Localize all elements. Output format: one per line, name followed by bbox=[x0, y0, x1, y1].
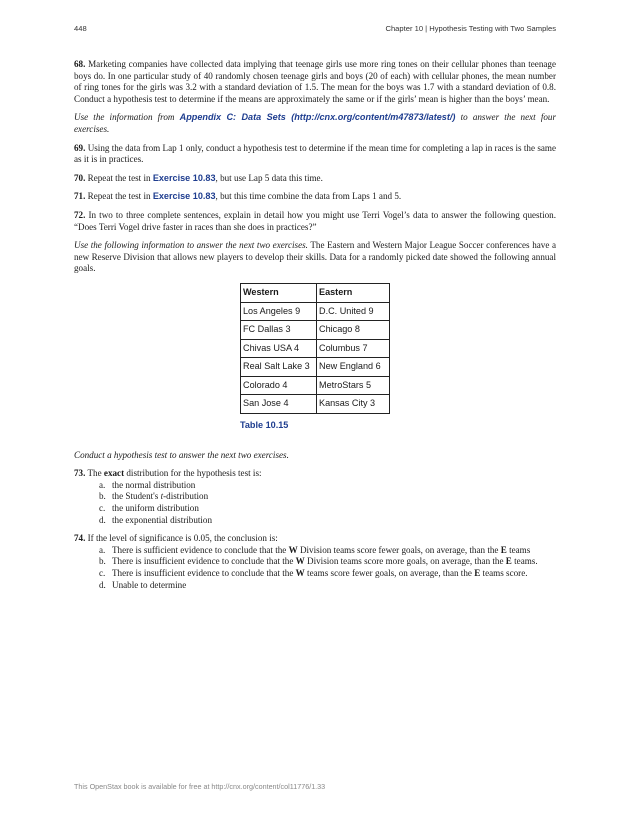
option-text: There is insufficient evidence to conclude that the bbox=[112, 568, 296, 578]
option-text: teams score fewer goals, on average, than the bbox=[304, 568, 475, 578]
table-row bbox=[241, 376, 390, 395]
table-cell: Colorado 4 bbox=[241, 376, 317, 395]
list-item bbox=[74, 503, 556, 515]
goals-table-wrapper bbox=[240, 283, 390, 432]
page-content bbox=[74, 59, 556, 598]
option-letter: b. bbox=[99, 491, 106, 502]
option-text: Division teams score more goals, on average, than the bbox=[304, 556, 506, 567]
option-text: There is insufficient evidence to conclude that the bbox=[112, 556, 296, 567]
table-cell: San Jose 4 bbox=[241, 395, 317, 414]
list-item bbox=[74, 556, 556, 568]
option-text: the normal distribution bbox=[112, 479, 196, 490]
exercise-72 bbox=[74, 210, 556, 233]
table-cell: Kansas City 3 bbox=[317, 395, 390, 414]
option-bold: W bbox=[295, 556, 305, 567]
exercise-74 bbox=[74, 533, 556, 545]
option-text: the exponential distribution bbox=[112, 514, 213, 525]
list-item bbox=[74, 568, 556, 580]
table-caption: Table 10.15 bbox=[240, 420, 289, 431]
option-letter: c. bbox=[99, 503, 106, 514]
page-number: 448 bbox=[74, 24, 87, 33]
exercise-text: If the level of significance is 0.05, the conclusion is: bbox=[87, 533, 278, 544]
exercise-69 bbox=[74, 143, 556, 166]
option-bold: E bbox=[500, 544, 507, 555]
exercise-link[interactable]: Exercise 10.83 bbox=[152, 172, 216, 183]
exercise-number: 68. bbox=[74, 59, 86, 69]
option-bold: W bbox=[288, 544, 298, 555]
exercise-73 bbox=[74, 468, 556, 480]
exercise-number: 73. bbox=[74, 468, 86, 479]
exercise-number: 69. bbox=[74, 142, 86, 153]
instruction-soccer bbox=[74, 240, 556, 275]
exercise-text: In two to three complete sentences, explain in detail how you might use Terri Vogel’s data to answer the following question. “Does Terri Vogel drive faster in races than she does in practices?” bbox=[74, 209, 556, 232]
appendix-link[interactable]: Appendix C: Data Sets (http://cnx.org/content/m47873/latest/) bbox=[179, 112, 456, 123]
option-bold: E bbox=[505, 556, 512, 567]
exercise-number: 72. bbox=[74, 209, 86, 220]
list-item bbox=[74, 515, 556, 527]
exercise-71 bbox=[74, 191, 556, 203]
option-text: teams bbox=[506, 544, 531, 555]
exercise-text: The bbox=[87, 468, 104, 479]
exercise-text: Marketing companies have collected data implying that teenage girls use more ring tones on their cellular phones than teenage boys do. In one particular study of 40 randomly chosen teenage girls and boys (20 of each) with cellular phones, the mean number of ring tones for the girls was 3.2 with a standard deviation of 1.5. The mean for the boys was 1.7 with a standard deviation of 0.8. Conduct a hypothesis test to determine if the means are approximately the same or if the girls’ mean is higher than the boys’ mean. bbox=[74, 59, 556, 104]
goals-table bbox=[240, 283, 390, 414]
exercise-text: Using the data from Lap 1 only, conduct a hypothesis test to determine if the mean time for completing a lap in races is the same as it is in practices. bbox=[74, 142, 556, 165]
option-text: teams score. bbox=[480, 568, 528, 578]
instruction-italic: Use the following information to answer the next two exercises. bbox=[74, 240, 308, 251]
table-cell: Columbus 7 bbox=[317, 339, 390, 358]
option-text: Unable to determine bbox=[112, 579, 187, 590]
exercise-number: 70. bbox=[74, 172, 86, 183]
instruction-hypothesis: Conduct a hypothesis test to answer the next two exercises. bbox=[74, 449, 289, 460]
option-letter: d. bbox=[99, 514, 106, 525]
exercise-73-options bbox=[74, 480, 556, 526]
option-text: the Student's bbox=[112, 491, 161, 502]
table-cell: MetroStars 5 bbox=[317, 376, 390, 395]
list-item bbox=[74, 491, 556, 503]
exercise-text: , but use Lap 5 data this time. bbox=[215, 172, 323, 183]
table-row bbox=[241, 339, 390, 358]
instruction-four-exercises bbox=[74, 112, 556, 135]
exercise-70 bbox=[74, 173, 556, 185]
exercise-link[interactable]: Exercise 10.83 bbox=[152, 191, 216, 202]
exercise-68 bbox=[74, 59, 556, 105]
option-letter: a. bbox=[99, 479, 106, 490]
exercise-text: Repeat the test in bbox=[87, 172, 153, 183]
instruction-text: to answer the next four exercises. bbox=[74, 112, 556, 134]
table-row bbox=[241, 395, 390, 414]
table-row bbox=[241, 302, 390, 321]
option-letter: c. bbox=[99, 568, 106, 578]
option-bold: E bbox=[474, 568, 481, 578]
list-item bbox=[74, 480, 556, 492]
instruction-text: The Eastern and Western Major League Soccer conferences have a new Reserve Division that allows new players to develop their skills. Data for a randomly picked date showed the following annual goals. bbox=[74, 240, 556, 274]
table-cell: Real Salt Lake 3 bbox=[241, 358, 317, 377]
option-text: teams. bbox=[511, 556, 538, 567]
exercise-text: , but this time combine the data from Laps 1 and 5. bbox=[215, 191, 402, 202]
table-cell: Chivas USA 4 bbox=[241, 339, 317, 358]
list-item bbox=[74, 545, 556, 557]
table-row bbox=[241, 358, 390, 377]
table-cell: Chicago 8 bbox=[317, 321, 390, 340]
list-item bbox=[74, 580, 556, 592]
page-footer: This OpenStax book is available for free at http://cnx.org/content/col11776/1.33 bbox=[74, 782, 326, 791]
exercise-number: 74. bbox=[74, 533, 86, 544]
page-header bbox=[74, 24, 556, 36]
exercise-number: 71. bbox=[74, 191, 86, 202]
option-text: the uniform distribution bbox=[112, 503, 199, 514]
exercise-text: Repeat the test in bbox=[87, 191, 153, 202]
option-text: Division teams score fewer goals, on average, than the bbox=[297, 544, 501, 555]
table-header-row bbox=[241, 283, 390, 302]
table-cell: New England 6 bbox=[317, 358, 390, 377]
table-row bbox=[241, 321, 390, 340]
exercise-74-options bbox=[74, 545, 556, 591]
option-italic: t bbox=[160, 491, 164, 502]
table-cell: Los Angeles 9 bbox=[241, 302, 317, 321]
instruction-text: Use the information from bbox=[74, 112, 180, 123]
option-letter: d. bbox=[99, 579, 106, 590]
table-cell: D.C. United 9 bbox=[317, 302, 390, 321]
option-text: There is sufficient evidence to conclude that the bbox=[112, 544, 289, 555]
option-bold: W bbox=[295, 568, 305, 578]
option-text: -distribution bbox=[163, 491, 209, 502]
table-cell: FC Dallas 3 bbox=[241, 321, 317, 340]
option-letter: a. bbox=[99, 544, 106, 555]
chapter-title: Chapter 10 | Hypothesis Testing with Two Samples bbox=[385, 24, 556, 33]
table-header-cell: Eastern bbox=[317, 283, 390, 302]
exercise-text: distribution for the hypothesis test is: bbox=[124, 468, 262, 479]
table-header-cell: Western bbox=[241, 283, 317, 302]
exercise-bold-word: exact bbox=[103, 468, 125, 479]
option-letter: b. bbox=[99, 556, 106, 567]
